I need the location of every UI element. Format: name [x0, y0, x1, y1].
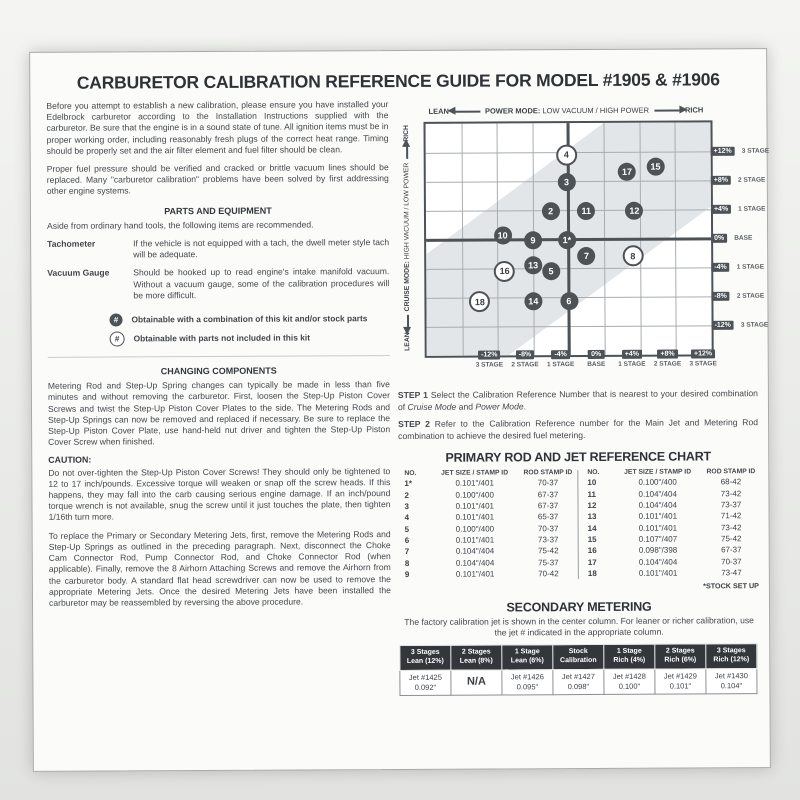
- primary-col-header: NO.: [587, 468, 600, 477]
- primary-table-cell: 5: [404, 524, 410, 534]
- stock-setup-footnote: *STOCK SET UP: [703, 581, 759, 591]
- caution-heading: CAUTION:: [48, 455, 92, 466]
- part-name: Vacuum Gauge: [47, 267, 110, 279]
- y-axis-tick: [711, 234, 752, 243]
- primary-table-cell: 0.107"/407: [638, 534, 678, 544]
- primary-col-header: JET SIZE / STAMP ID: [624, 468, 692, 476]
- primary-table-row: [582, 556, 758, 568]
- secondary-header-row: [400, 644, 757, 670]
- primary-table-cell: 0.101"/401: [455, 512, 495, 523]
- primary-table-cell: 0.101"/401: [638, 511, 678, 522]
- calibration-point-11: 11: [577, 202, 595, 220]
- primary-table-cell: 73-37: [538, 535, 559, 545]
- primary-table-cell: 10: [587, 478, 597, 488]
- primary-table-row: [582, 533, 758, 545]
- primary-table-cell: 73-47: [721, 568, 742, 578]
- arrow-right-icon: [406, 146, 408, 159]
- calibration-point-17: 17: [618, 163, 636, 181]
- secondary-col-header: 1 Stage Lean (6%): [502, 645, 553, 669]
- primary-table-cell: 70-42: [538, 569, 559, 579]
- symbol-legend: [109, 312, 389, 346]
- primary-table-cell: 70-37: [537, 523, 559, 533]
- calibration-point-9: 9: [524, 232, 542, 250]
- calibration-point-12: 12: [625, 202, 643, 220]
- primary-table-cell: 0.098"/398: [638, 545, 678, 556]
- y-axis-tick: [711, 147, 769, 156]
- y-axis-tick: [711, 292, 764, 301]
- left-column: [46, 99, 391, 616]
- kit-parts-symbol-icon: #: [109, 313, 122, 326]
- step-text: Select the Calibration Reference Number that is nearest to your desired combination of: [397, 388, 758, 412]
- part-row-vacuum-gauge: [47, 266, 389, 301]
- replace-jets-paragraph: To replace the Primary or Secondary Metering Jets, first, remove the Metering Rods and Step-Up Springs as outlined in the preceding paragraph. Next, disconnect the Choke Cam Connector Rod, Pump Connector Rod, and Choke Connector Rod (when applicable). Finally, remove the 8 Airhorn Attaching Screws and remove the Airhorn from the carburetor body. A standard flat head screwdriver can now be used to remove the appropriate Metering Jets. Once the desired Metering Jets have been installed the carburetor may be reassembled by reversing the above procedure.: [48, 528, 391, 608]
- primary-table-row: [582, 567, 758, 579]
- stage-label: 1 STAGE: [736, 263, 765, 271]
- calibration-point-13: 13: [524, 256, 542, 274]
- step-text: .: [523, 400, 527, 411]
- primary-table-cell: 8: [404, 558, 410, 568]
- secondary-col-header: Stock Calibration: [553, 645, 604, 669]
- stage-label: 2 STAGE: [738, 176, 766, 184]
- primary-table-cell: 3: [404, 501, 409, 511]
- secondary-col-header: 2 Stages Rich (6%): [655, 644, 706, 668]
- calibration-point-1star: 1*: [558, 232, 576, 250]
- primary-col-header: ROD STAMP ID: [706, 468, 756, 476]
- y-axis-tick: [711, 176, 766, 185]
- calibration-point-2: 2: [542, 203, 560, 221]
- percent-box: +8%: [657, 350, 677, 359]
- step-text: and: [456, 401, 476, 412]
- primary-table-cell: 0.100"/400: [455, 490, 494, 500]
- section-divider: [48, 355, 390, 358]
- primary-table-cell: 17: [587, 557, 597, 567]
- calibration-point-15: 15: [646, 157, 664, 175]
- lean-label: LEAN: [404, 332, 412, 351]
- stage-label: 3 STAGE: [475, 361, 504, 369]
- primary-col-header: NO.: [404, 469, 417, 477]
- primary-table-cell: 75-37: [538, 557, 559, 568]
- primary-table-cell: 9: [404, 570, 410, 580]
- document-sheet: [29, 48, 771, 772]
- primary-table-cell: 70-37: [537, 478, 559, 488]
- percent-box: -8%: [516, 350, 534, 359]
- secondary-metering-table: [399, 644, 757, 696]
- primary-table-cell: 0.101"/401: [455, 535, 495, 545]
- arrow-right-icon: [654, 109, 680, 111]
- primary-table-cell: 4: [404, 513, 410, 523]
- stage-label: 2 STAGE: [653, 360, 682, 368]
- legend-item: [109, 312, 389, 326]
- calibration-point-6: 6: [560, 292, 578, 310]
- part-description: Should be hooked up to read engine's intake manifold vacuum. Without a vacuum gauge, some of the calibration procedures will be more difficult.: [133, 266, 390, 301]
- secondary-jet-cell: Jet #1429 0.101": [655, 668, 706, 693]
- percent-box: -12%: [712, 321, 734, 330]
- part-row-tachometer: [47, 237, 389, 261]
- primary-table-row: [399, 568, 575, 580]
- calibration-point-14: 14: [524, 293, 542, 311]
- primary-table-cell: 73-37: [720, 500, 742, 510]
- primary-table-cell: 0.101"/401: [638, 568, 678, 578]
- primary-table-cell: 13: [587, 512, 597, 522]
- calibration-point-8: 8: [622, 246, 643, 267]
- primary-table-cell: 16: [587, 546, 597, 556]
- percent-box: -8%: [711, 292, 730, 301]
- primary-table-cell: 11: [587, 489, 596, 499]
- table-divider: [577, 470, 579, 579]
- x-axis-tick: [476, 350, 503, 368]
- primary-rod-jet-table: [398, 467, 759, 580]
- stage-label: 3 STAGE: [689, 360, 717, 368]
- primary-table-cell: 0.104"/404: [638, 489, 677, 499]
- primary-table-row: [582, 522, 758, 534]
- x-axis-tick: [587, 350, 605, 368]
- primary-table-row: [398, 488, 574, 500]
- changing-components-heading: CHANGING COMPONENTS: [160, 365, 277, 377]
- stage-label: BASE: [734, 234, 753, 242]
- primary-table-cell: 0.101"/401: [455, 569, 495, 579]
- secondary-value-row: [400, 668, 757, 695]
- primary-table-cell: 0.101"/401: [455, 478, 494, 488]
- primary-table-right: [581, 467, 758, 579]
- x-axis-tick: [654, 350, 681, 368]
- primary-table-row: [398, 477, 574, 489]
- stage-label: 1 STAGE: [618, 360, 646, 368]
- mode-term: Power Mode: [475, 400, 524, 412]
- primary-table-cell: 0.100"/400: [638, 477, 677, 487]
- power-mode-axis-label: [423, 105, 708, 115]
- secondary-col-header: 3 Stages Lean (12%): [400, 646, 451, 670]
- mode-term: Cruise Mode: [407, 401, 457, 412]
- steps-block: [398, 388, 758, 442]
- part-description: If the vehicle is not equipped with a tach, the dwell meter style tach will be adequate.: [133, 237, 390, 260]
- primary-table-cell: 70-37: [721, 557, 742, 567]
- stage-label: 1 STAGE: [546, 361, 575, 369]
- step-label: STEP 1: [397, 389, 428, 401]
- page-title: CARBURETOR CALIBRATION REFERENCE GUIDE FOR MODEL #1905 & #1906: [76, 69, 720, 93]
- power-mode-text: POWER MODE: LOW VACUUM / HIGH POWER: [484, 105, 650, 116]
- primary-table-cell: 0.104"/404: [455, 546, 495, 557]
- calibration-point-5: 5: [542, 262, 560, 280]
- secondary-col-header: 2 Stages Lean (8%): [451, 645, 502, 669]
- primary-col-header: JET SIZE / STAMP ID: [441, 469, 509, 477]
- arrow-left-icon: [407, 315, 409, 328]
- step-1: [398, 388, 758, 413]
- arrow-left-icon: [454, 110, 480, 112]
- parts-equipment-heading: PARTS AND EQUIPMENT: [164, 205, 272, 216]
- step-2: [398, 417, 758, 442]
- primary-table-left: [398, 468, 575, 580]
- y-axis-ticks: [710, 122, 800, 355]
- intro-paragraph-1: Before you attempt to establish a new calibration, please ensure you have installed your Edelbrock carburetor according to the Installation Instructions supplied with the carburetor. Be sure that the engine is in a sound state of tune. All ignition items must be in proper working order, including reasonably fresh plugs of the correct heat range. Timing should be properly set and the air filter element and fuel filter should be clean.: [46, 99, 389, 156]
- primary-table-row: [399, 557, 575, 569]
- percent-box: -4%: [711, 263, 730, 272]
- primary-table-row: [399, 511, 575, 523]
- stage-label: 2 STAGE: [736, 292, 765, 300]
- primary-table-row: [582, 544, 758, 556]
- y-axis-tick: [711, 205, 766, 214]
- calibration-point-16: 16: [494, 261, 515, 282]
- percent-box: 0%: [588, 350, 604, 359]
- primary-table-row: [399, 523, 575, 535]
- percent-box: -4%: [551, 350, 569, 359]
- primary-table-cell: 73-42: [720, 488, 742, 498]
- calibration-chart: [396, 120, 793, 380]
- x-axis-tick: [547, 350, 574, 368]
- primary-table-cell: 1*: [404, 479, 412, 489]
- stage-label: 3 STAGE: [741, 147, 770, 155]
- percent-box: +12%: [691, 349, 715, 358]
- primary-table-cell: 2: [404, 490, 409, 500]
- rich-label: RICH: [684, 105, 704, 115]
- intro-paragraph-2: Proper fuel pressure should be verified and cracked or brittle vacuum lines should be replaced. Many "carburetor calibration" problems have been solved by first addressing other engine systems.: [46, 162, 389, 197]
- primary-table-cell: 12: [587, 500, 597, 510]
- primary-table-row: [581, 476, 757, 488]
- changing-components-paragraph: Metering Rod and Step-Up Spring changes can typically be made in less than five minutes and without removing the carburetor. First, loosen the Step-Up Piston Cover Screws and twist the Step-Up Piston Cover Plates to the side. The Metering Rods and Step-Up Springs can now be removed and replaced if necessary. Be sure to replace the Step-Up Piston Cover Plate, use hand-held nut driver and tighten the Step-Up Piston Cover Screw when finished.: [47, 379, 391, 448]
- x-axis-tick: [511, 350, 538, 368]
- y-axis-tick: [712, 321, 769, 330]
- primary-table-cell: 75-42: [720, 534, 742, 544]
- primary-table-cell: 18: [587, 569, 597, 579]
- percent-box: +4%: [711, 205, 731, 214]
- primary-table-cell: 0.101"/401: [638, 523, 678, 533]
- stage-label: 2 STAGE: [511, 361, 539, 369]
- legend-text: Obtainable with a combination of this kit and/or stock parts: [131, 313, 368, 325]
- calibration-grid: [423, 120, 770, 369]
- calibration-point-18: 18: [469, 291, 490, 312]
- secondary-jet-cell: Jet #1428 0.100": [604, 669, 655, 694]
- non-kit-parts-symbol-icon: #: [110, 331, 125, 346]
- percent-box: -12%: [478, 350, 500, 359]
- calibration-point-7: 7: [577, 247, 595, 265]
- cruise-mode-axis-label: [403, 125, 411, 351]
- percent-box: 0%: [711, 234, 727, 243]
- primary-chart-heading: PRIMARY ROD AND JET REFERENCE CHART: [445, 449, 712, 465]
- legend-item: [110, 330, 390, 346]
- secondary-col-header: 3 Stages Rich (12%): [706, 644, 757, 668]
- secondary-jet-cell: Jet #1427 0.098": [553, 669, 604, 694]
- primary-table-cell: 67-37: [537, 501, 559, 511]
- stage-label: BASE: [587, 360, 606, 369]
- primary-table-cell: 7: [404, 547, 410, 557]
- secondary-jet-cell: Jet #1425 0.092": [400, 670, 451, 695]
- primary-table-cell: 68-42: [720, 477, 742, 487]
- percent-box: +12%: [711, 147, 735, 156]
- primary-table-cell: 0.100"/400: [455, 524, 495, 534]
- primary-table-row: [399, 534, 575, 546]
- y-axis-tick: [711, 263, 764, 272]
- secondary-jet-cell: Jet #1426 0.095": [502, 669, 553, 694]
- secondary-jet-cell: Jet #1430 0.104": [706, 668, 757, 693]
- primary-table-cell: 75-42: [538, 546, 559, 556]
- calibration-point-3: 3: [557, 174, 575, 192]
- primary-table-row: [399, 545, 575, 557]
- x-axis-tick: [689, 349, 716, 367]
- caution-paragraph: Do not over-tighten the Step-Up Piston Cover Screws! They should only be tightened to 12 to 17 inch/pounds. Excessive torque will weaken or snap off the screw heads. If this happens, they may fall into the carb causing serious engine damage. If an inch/pound torque wrench is not available, snug the screw until it just touches the plate, then tighten 1/16th turn more.: [48, 465, 391, 523]
- rich-label: RICH: [403, 125, 411, 142]
- parts-intro: Aside from ordinary hand tools, the following items are recommended.: [47, 219, 314, 231]
- primary-table-cell: 0.104"/404: [638, 500, 678, 510]
- right-column: [396, 105, 795, 696]
- primary-table-row: [581, 499, 757, 511]
- secondary-col-header: 1 Stage Rich (4%): [604, 645, 655, 669]
- cruise-mode-text: CRUISE MODE: HIGH VACUUM / LOW POWER: [403, 162, 411, 312]
- primary-table-cell: 6: [404, 536, 410, 546]
- percent-box: +4%: [622, 350, 642, 359]
- legend-text: Obtainable with parts not included in this kit: [133, 332, 311, 344]
- percent-box: +8%: [711, 176, 731, 185]
- primary-table-cell: 14: [587, 523, 597, 533]
- primary-table-row: [398, 500, 574, 512]
- part-name: Tachometer: [47, 238, 96, 249]
- lean-label: LEAN: [428, 106, 449, 116]
- primary-table-row: [581, 488, 757, 500]
- x-axis-tick: [618, 350, 645, 368]
- secondary-jet-cell: N/A: [451, 670, 502, 695]
- primary-table-row: [582, 510, 758, 522]
- primary-table-cell: 0.101"/401: [455, 501, 495, 511]
- primary-table-cell: 0.104"/404: [455, 558, 495, 568]
- primary-table-cell: 67-37: [721, 545, 742, 555]
- primary-table-cell: 71-42: [720, 511, 742, 521]
- step-label: STEP 2: [398, 418, 430, 430]
- primary-table-cell: 0.104"/404: [638, 557, 678, 567]
- stage-label: 1 STAGE: [738, 205, 766, 213]
- secondary-metering-heading: SECONDARY METERING: [506, 600, 652, 615]
- calibration-point-10: 10: [494, 226, 512, 244]
- stage-label: 3 STAGE: [740, 321, 769, 329]
- primary-table-cell: 65-37: [537, 512, 559, 522]
- primary-col-header: ROD STAMP ID: [523, 469, 573, 477]
- secondary-metering-caption: The factory calibration jet is shown in the center column. For leaner or richer calibration, use the jet # indicated in the appropriate column.: [404, 615, 754, 638]
- step-text: Refer to the Calibration Reference number for the Main Jet and Metering Rod combination to achieve the desired fuel metering.: [398, 417, 759, 441]
- primary-table-cell: 15: [587, 535, 597, 545]
- calibration-point-4: 4: [556, 144, 577, 165]
- primary-table-cell: 67-37: [537, 489, 559, 499]
- primary-table-cell: 73-42: [720, 522, 742, 533]
